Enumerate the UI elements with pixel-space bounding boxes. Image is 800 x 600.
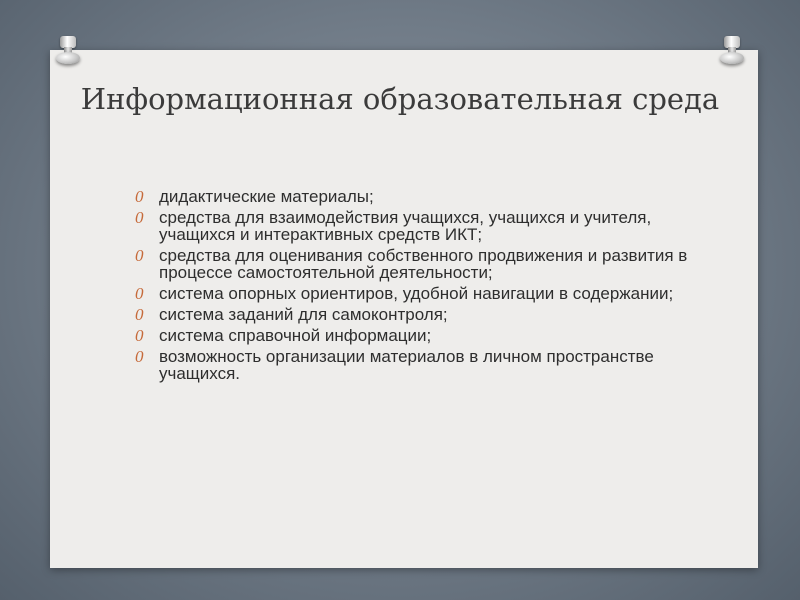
bullet-marker-icon: 0 [135, 284, 144, 303]
list-item-text: дидактические материалы; [159, 187, 374, 206]
list-item-text: средства для взаимодействия учащихся, учащихся и учителя, учащихся и интерактивных средств ИКТ; [159, 208, 652, 244]
list-item-text: система справочной информации; [159, 326, 432, 345]
list-item [133, 327, 693, 344]
list-item [133, 306, 693, 323]
bullet-marker-icon: 0 [135, 246, 144, 265]
pushpin-icon [56, 36, 80, 66]
list-item [133, 285, 693, 302]
list-item [133, 209, 693, 243]
slide-title: Информационная образовательная среда [80, 82, 720, 116]
bullet-marker-icon: 0 [135, 305, 144, 324]
bullet-marker-icon: 0 [135, 187, 144, 206]
list-item [133, 247, 693, 281]
list-item-text: средства для оценивания собственного продвижения и развития в процессе самостоятельной деятельности; [159, 246, 688, 282]
list-item-text: возможность организации материалов в личном пространстве учащихся. [159, 347, 654, 383]
list-item-text: система опорных ориентиров, удобной навигации в содержании; [159, 284, 674, 303]
list-item [133, 348, 693, 382]
bullet-marker-icon: 0 [135, 208, 144, 227]
bullet-marker-icon: 0 [135, 347, 144, 366]
list-item [133, 188, 693, 205]
bullet-list [133, 188, 693, 386]
pushpin-icon [720, 36, 744, 66]
list-item-text: система заданий для самоконтроля; [159, 305, 448, 324]
bullet-marker-icon: 0 [135, 326, 144, 345]
